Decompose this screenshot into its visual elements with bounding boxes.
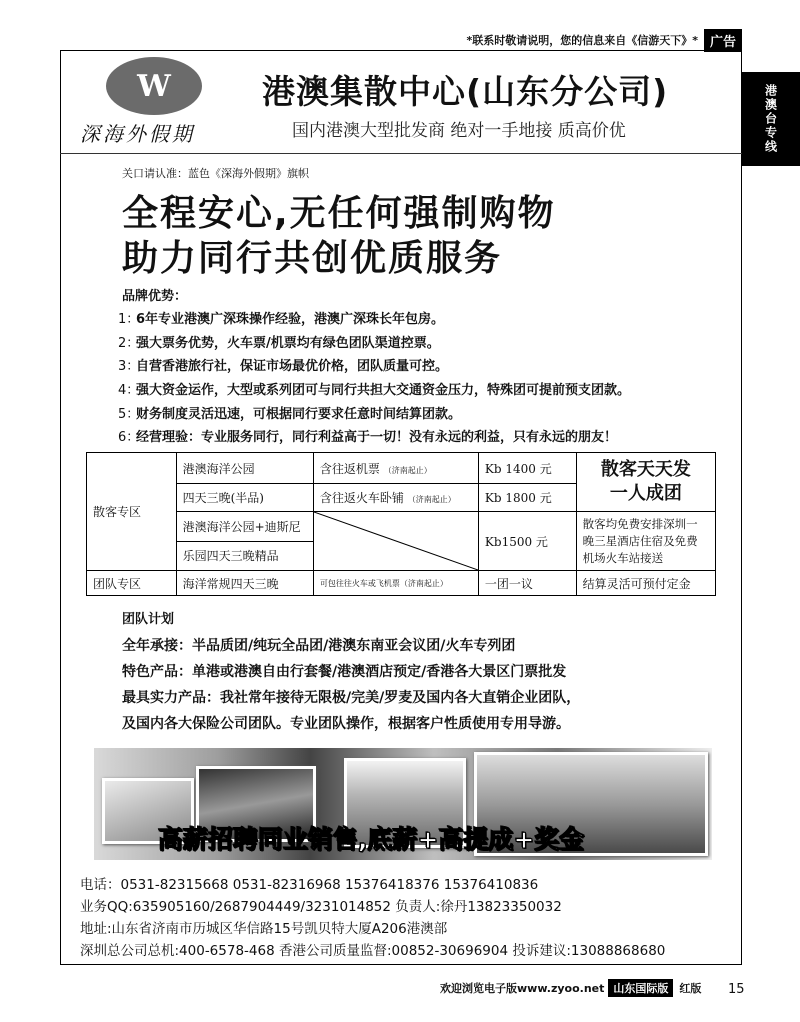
brand-title: 品牌优势： (122, 289, 188, 304)
diagonal-line (314, 512, 478, 570)
price-train: Kb 1800 元 (478, 484, 576, 512)
page-number: 15 (728, 982, 745, 997)
promo-detail: 散客均免费安排深圳一晚三星酒店住宿及免费机场火车站接送 (576, 512, 715, 571)
team-fare: 可包往往火车或飞机票（济南起止） (313, 571, 478, 596)
company-slogan: 国内港澳大型批发商 绝对一手地接 质高价优 (292, 121, 626, 141)
contact-address: 地址:山东省济南市历城区华信路15号凯贝特大厦A206港澳部 (80, 921, 448, 937)
team-route: 海洋常规四天三晚 (176, 571, 313, 596)
footer-edition: 红版 (679, 982, 702, 995)
list-item: 及国内各大保险公司团队。专业团队操作，根据客户性质使用专用导游。 (122, 716, 570, 732)
checkpoint-note: 关口请认准：蓝色《深海外假期》旗帜 (122, 167, 309, 180)
logo-text: 深海外假期 (80, 122, 195, 146)
list-item: 特色产品：单港或港澳自由行套餐/港澳酒店预定/香港各大景区门票批发 (122, 664, 567, 680)
list-item: 全年承接：半品质团/纯玩全品团/港澳东南亚会议团/火车专列团 (122, 638, 516, 654)
contact-qq: 业务QQ:635905160/2687904449/3231014852 负责人:徐丹13823350032 (80, 899, 562, 915)
diagonal-empty-cell (313, 512, 478, 571)
contact-phone: 电话：0531-82315668 0531-82316968 15376418376 15376410836 (80, 877, 539, 893)
route-2-line-1: 港澳海洋公园+迪斯尼 (176, 512, 313, 542)
footer-site-link[interactable]: 欢迎浏览电子版www.zyoo.net (440, 982, 605, 995)
company-name: 港澳集散中心(山东分公司) (262, 72, 669, 111)
contact-headquarters: 深圳总公司总机:400-6578-468 香港公司质量监督:00852-30696904 投诉建议:13088868680 (80, 943, 666, 959)
route-2-line-2: 乐园四天三晚精品 (176, 541, 313, 571)
team-price: 一团一议 (478, 571, 576, 596)
list-item: 5： 财务制度灵活迅速，可根据同行要求任意时间结算团款。 (118, 406, 462, 422)
price-air: Kb 1400 元 (478, 453, 576, 484)
list-item: 3： 自营香港旅行社，保证市场最优价格，团队质量可控。 (118, 359, 449, 375)
route-1-line-2: 四天三晚(半品) (176, 484, 313, 512)
fare-air: 含往返机票 （济南起止） (313, 453, 478, 484)
top-notice-bar (440, 30, 800, 50)
list-item: 6： 经营理验：专业服务同行，同行利益高于一切！没有永远的利益，只有永远的朋友！ (118, 430, 618, 446)
source-notice: *联系时敬请说明，您的信息来自《信游天下》* (466, 34, 698, 47)
company-logo (106, 57, 202, 115)
footer-region: 山东国际版 (608, 979, 673, 997)
team-plan-list (122, 632, 712, 736)
logo-letters: W (137, 68, 171, 104)
headline-2: 助力同行共创优质服务 (122, 238, 503, 279)
headline-1: 全程安心,无任何强制购物 (122, 193, 556, 234)
section-label-team: 团队专区 (87, 571, 177, 596)
price-table (86, 452, 716, 596)
list-item: 2： 强大票务优势，火车票/机票均有绿色团队渠道控票。 (118, 335, 440, 351)
recruitment-banner (94, 748, 712, 860)
contact-info (80, 872, 740, 960)
header-divider (60, 153, 742, 154)
team-settle: 结算灵活可预付定金 (576, 571, 715, 596)
route-1-line-1: 港澳海洋公园 (176, 453, 313, 484)
list-item: 1： 6年专业港澳广深珠操作经验，港澳广深珠长年包房。 (118, 312, 445, 328)
section-label-sanke: 散客专区 (87, 453, 177, 571)
section-side-tab: 港澳台专线 (742, 72, 800, 166)
ad-label: 广告 (704, 29, 742, 52)
fare-train: 含往返火车卧铺 （济南起止） (313, 484, 478, 512)
promo-title: 散客天天发 一人成团 (576, 453, 715, 512)
team-plan-title: 团队计划 (122, 612, 175, 627)
banner-recruitment-text: 高薪招聘同业销售,底薪+高提成+奖金 (158, 825, 585, 854)
list-item: 最具实力产品：我社常年接待无限极/完美/罗麦及国内各大直销企业团队， (122, 690, 581, 706)
list-item: 4： 强大资金运作，大型或系列团可与同行共担大交通资金压力，特殊团可提前预支团款。 (118, 383, 631, 399)
page-footer (440, 979, 701, 997)
brand-advantages-list (118, 306, 718, 448)
price-disney: Kb1500 元 (478, 512, 576, 571)
